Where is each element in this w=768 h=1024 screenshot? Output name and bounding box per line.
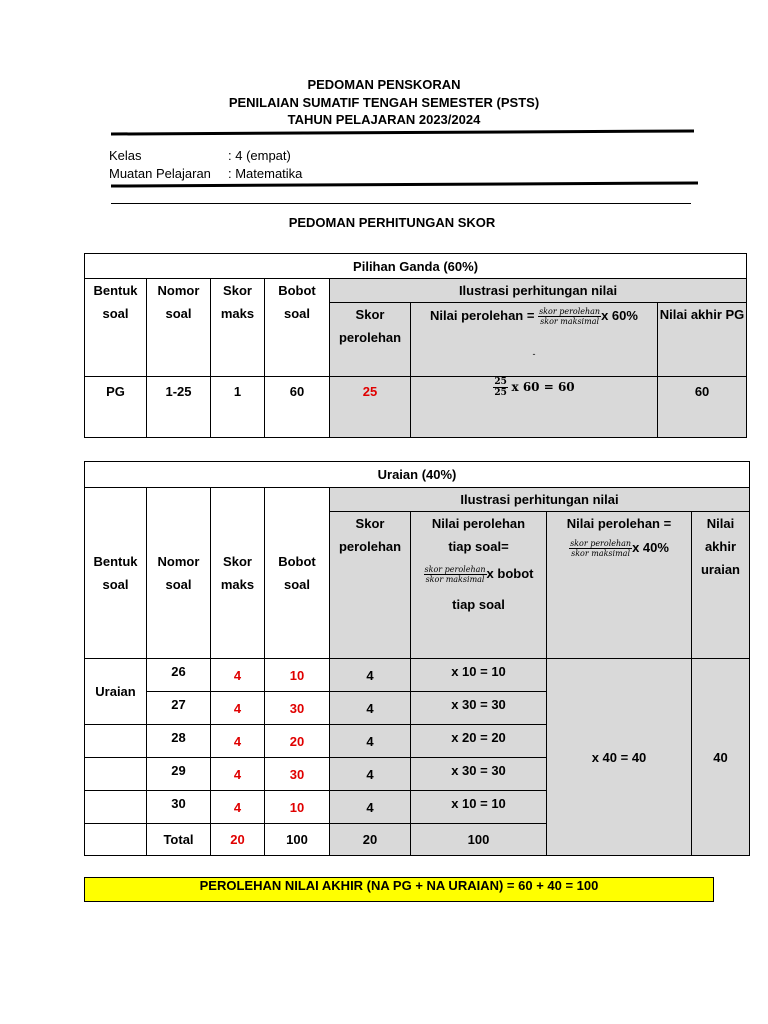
header-rule-top — [111, 129, 694, 135]
uraian-col-bentuk: Bentuk soal — [85, 488, 147, 659]
uraian-tiap-line4: tiap soal — [452, 597, 505, 612]
pg-stray-dash: - — [532, 349, 536, 359]
doc-title-line2: PENILAIAN SUMATIF TENGAH SEMESTER (PSTS) — [228, 95, 540, 110]
uraian-ilustrasi-header: Ilustrasi perhitungan nilai — [330, 488, 750, 512]
uraian-row-bobot: 10 — [265, 791, 330, 824]
pg-col-nilai-perolehan — [411, 303, 658, 377]
pg-col-bentuk: Bentuk soal — [85, 279, 147, 377]
pg-row-bentuk: PG — [85, 377, 147, 438]
uraian-rows — [85, 659, 750, 856]
pg-frac-num: skor perolehan — [539, 307, 601, 316]
uraian-row-calc: x 10 = 10 — [411, 659, 547, 692]
uraian-total-perolehan: 20 — [330, 824, 411, 856]
uraian-col-skor-perolehan: Skor perolehan — [330, 512, 411, 659]
uraian-col-nomor: Nomor soal — [147, 488, 211, 659]
uraian-row-nomor: 28 — [147, 725, 211, 758]
uraian-row-perolehan: 4 — [330, 725, 411, 758]
uraian-tiap-line1: Nilai perolehan — [431, 516, 526, 531]
uraian-total-calc: 100 — [411, 824, 547, 856]
final-score-banner: PEROLEHAN NILAI AKHIR (NA PG + NA URAIAN) = 60 + 40 = 100 — [84, 877, 714, 902]
pg-col-bobot: Bobot soal — [265, 279, 330, 377]
pg-calc-den: 25 — [494, 388, 507, 398]
uraian-row — [85, 659, 750, 692]
uraian-row-nomor: 26 — [147, 659, 211, 692]
uraian-total-bobot: 100 — [265, 824, 330, 856]
uraian-col-nilai-akhir: Nilai akhir uraian — [692, 512, 750, 659]
uraian-row-skor: 4 — [211, 659, 265, 692]
uraian-row-bobot: 20 — [265, 725, 330, 758]
pg-col-skor: Skor maks — [211, 279, 265, 377]
uraian-row-calc: x 10 = 10 — [411, 791, 547, 824]
uraian-row-skor: 4 — [211, 692, 265, 725]
uraian-tiap-suffix: x bobot — [486, 566, 534, 581]
pg-nilai-prefix: Nilai perolehan = — [430, 307, 535, 323]
kelas-label: Kelas — [109, 148, 142, 163]
pg-frac-den: skor maksimal — [540, 317, 600, 326]
pg-col-skor-perolehan: Skor perolehan — [330, 303, 411, 377]
pg-calc-rest: x 60 = 60 — [511, 379, 575, 394]
uraian-tiap-frac-den: skor maksimal — [425, 575, 485, 585]
pg-col-nomor: Nomor soal — [147, 279, 211, 377]
doc-title-line3: TAHUN PELAJARAN 2023/2024 — [287, 112, 481, 127]
uraian-row-bentuk-empty — [85, 725, 147, 758]
uraian-col-nilai-tiap-soal — [411, 512, 547, 659]
uraian-row-perolehan: 4 — [330, 692, 411, 725]
doc-title-line1: PEDOMAN PENSKORAN — [307, 77, 461, 92]
uraian-merged-nilai-akhir: 40 — [692, 659, 750, 856]
pg-nilai-fraction — [538, 307, 601, 326]
pg-row-nomor: 1-25 — [147, 377, 211, 438]
uraian-nilai-suffix: x 40% — [632, 539, 669, 555]
uraian-row-calc: x 20 = 20 — [411, 725, 547, 758]
uraian-row-calc: x 30 = 30 — [411, 692, 547, 725]
uraian-row-skor: 4 — [211, 758, 265, 791]
header-rule-bottom — [111, 203, 691, 204]
uraian-row-calc: x 30 = 30 — [411, 758, 547, 791]
pg-row-skor: 1 — [211, 377, 265, 438]
uraian-total-empty — [85, 824, 147, 856]
kelas-value: : 4 (empat) — [228, 148, 291, 163]
uraian-tiap-frac-num: skor perolehan — [424, 565, 486, 575]
uraian-row-nomor: 29 — [147, 758, 211, 791]
pg-nilai-suffix: x 60% — [601, 307, 638, 323]
uraian-nilai-frac-num: skor perolehan — [570, 539, 632, 548]
muatan-label: Muatan Pelajaran — [109, 166, 211, 181]
pg-row-calc — [411, 377, 658, 438]
pg-calc-num: 25 — [494, 377, 507, 387]
pg-row-skor-perolehan: 25 — [330, 377, 411, 438]
uraian-table-title: Uraian (40%) — [85, 462, 750, 488]
uraian-col-nilai-perolehan — [547, 512, 692, 659]
pg-table-title: Pilihan Ganda (60%) — [85, 254, 747, 279]
uraian-total-label: Total — [147, 824, 211, 856]
uraian-total-skor: 20 — [211, 824, 265, 856]
uraian-row-skor: 4 — [211, 725, 265, 758]
pg-row-nilai-akhir: 60 — [658, 377, 747, 438]
uraian-tiap-line3 — [411, 562, 546, 585]
uraian-row-bentuk: Uraian — [85, 659, 147, 725]
uraian-row-perolehan: 4 — [330, 758, 411, 791]
uraian-row-skor: 4 — [211, 791, 265, 824]
uraian-nilai-label: Nilai perolehan = — [566, 516, 672, 531]
header-rule-middle — [111, 181, 698, 187]
uraian-tiap-fraction — [424, 565, 487, 584]
uraian-merged-calc: x 40 = 40 — [547, 659, 692, 856]
pg-calc-fraction — [493, 377, 508, 398]
uraian-row-bentuk-empty — [85, 791, 147, 824]
muatan-value: : Matematika — [228, 166, 303, 181]
pg-row-bobot: 60 — [265, 377, 330, 438]
uraian-tiap-line2: tiap soal= — [448, 539, 509, 554]
pg-col-nilai-akhir: Nilai akhir PG — [658, 303, 747, 377]
uraian-row-perolehan: 4 — [330, 791, 411, 824]
section-title: PEDOMAN PERHITUNGAN SKOR — [288, 215, 496, 230]
uraian-nilai-formula — [547, 539, 691, 558]
uraian-row-nomor: 30 — [147, 791, 211, 824]
pg-table — [84, 253, 747, 438]
uraian-row-nomor: 27 — [147, 692, 211, 725]
uraian-row-bobot: 10 — [265, 659, 330, 692]
uraian-row-bentuk-empty — [85, 758, 147, 791]
uraian-table — [84, 461, 750, 856]
uraian-col-skor: Skor maks — [211, 488, 265, 659]
uraian-row-bobot: 30 — [265, 692, 330, 725]
pg-ilustrasi-header: Ilustrasi perhitungan nilai — [330, 279, 747, 303]
uraian-row-perolehan: 4 — [330, 659, 411, 692]
uraian-nilai-fraction — [569, 539, 632, 558]
uraian-col-bobot: Bobot soal — [265, 488, 330, 659]
uraian-row-bobot: 30 — [265, 758, 330, 791]
uraian-nilai-frac-den: skor maksimal — [571, 549, 631, 558]
